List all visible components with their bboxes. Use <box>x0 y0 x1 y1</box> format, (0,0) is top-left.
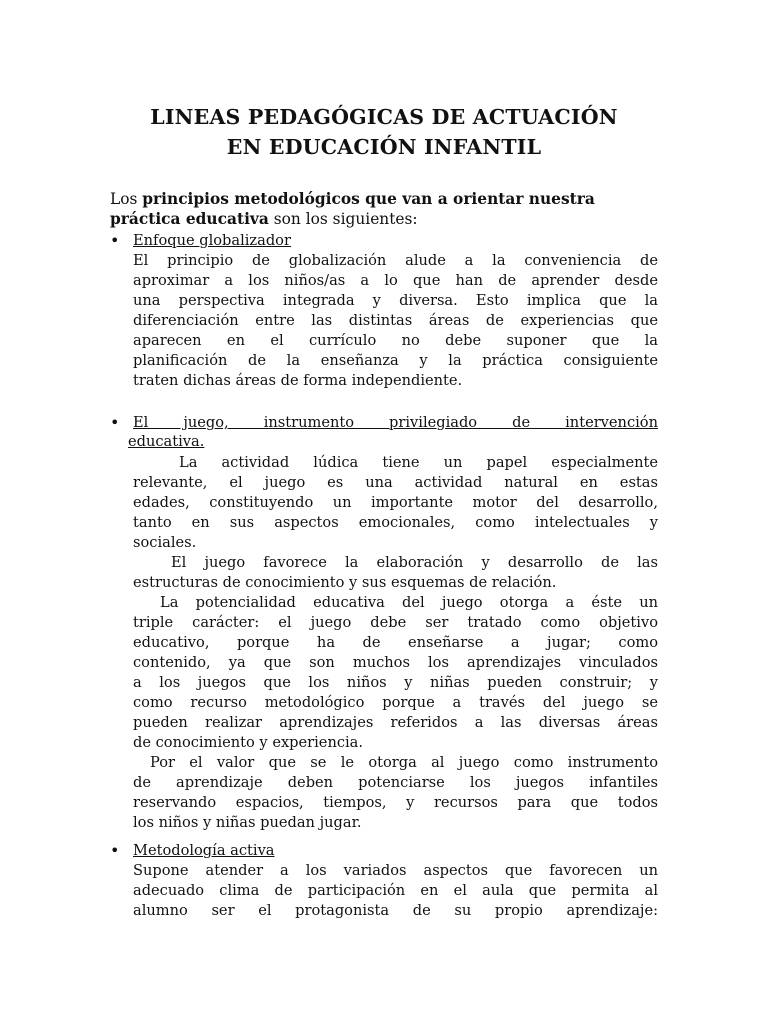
bullet-icon: • <box>110 231 120 250</box>
section-2-line: pueden realizar aprendizajes referidos a las diversas áreas <box>133 714 658 731</box>
bullet-icon: • <box>110 841 120 860</box>
section-2-line: sociales. <box>133 534 197 551</box>
section-heading-enfoque: Enfoque globalizador <box>133 232 291 249</box>
bullet-icon: • <box>110 413 120 432</box>
section-1-line: planificación de la enseñanza y la práctica consiguiente <box>133 352 658 369</box>
section-1-line: El principio de globalización alude a la conveniencia de <box>133 252 658 269</box>
section-2-line: de conocimiento y experiencia. <box>133 734 364 751</box>
section-1-line: traten dichas áreas de forma independiente. <box>133 372 463 389</box>
section-heading-metodologia: Metodología activa <box>133 842 275 859</box>
intro-paragraph <box>110 189 658 229</box>
section-2-line: El juego favorece la elaboración y desarrollo de las <box>171 554 658 571</box>
section-2-line: educativo, porque ha de enseñarse a jugar; como <box>133 634 658 651</box>
section-2-line: los niños y niñas puedan jugar. <box>133 814 362 831</box>
section-2-line: de aprendizaje deben potenciarse los juegos infantiles <box>133 774 658 791</box>
intro-bold-text: principios metodológicos que van a orientar nuestra práctica educativa <box>110 190 595 228</box>
section-2-line: reservando espacios, tiempos, y recursos para que todos <box>133 794 658 811</box>
section-1-line: una perspectiva integrada y diversa. Esto implica que la <box>133 292 658 309</box>
section-2-line: tanto en sus aspectos emocionales, como intelectuales y <box>133 514 658 531</box>
intro-text-end: son los siguientes: <box>268 210 418 228</box>
section-2-line: La potencialidad educativa del juego otorga a éste un <box>160 594 658 611</box>
section-2-line: La actividad lúdica tiene un papel especialmente <box>179 454 658 471</box>
section-1-line: aparecen en el currículo no debe suponer que la <box>133 332 658 349</box>
document-title-line-2: EN EDUCACIÓN INFANTIL <box>226 135 542 159</box>
section-2-line: a los juegos que los niños y niñas pueden construir; y <box>133 674 658 691</box>
section-heading-juego-cont: educativa. <box>128 433 205 450</box>
section-2-line: Por el valor que se le otorga al juego como instrumento <box>150 754 658 771</box>
section-3-line: alumno ser el protagonista de su propio aprendizaje: <box>133 902 658 919</box>
section-2-line: estructuras de conocimiento y sus esquemas de relación. <box>133 574 557 591</box>
section-1-line: diferenciación entre las distintas áreas de experiencias que <box>133 312 658 329</box>
section-2-line: como recurso metodológico porque a través del juego se <box>133 694 658 711</box>
section-3-line: adecuado clima de participación en el aula que permita al <box>133 882 658 899</box>
section-2-line: contenido, ya que son muchos los aprendizajes vinculados <box>133 654 658 671</box>
section-2-line: triple carácter: el juego debe ser tratado como objetivo <box>133 614 658 631</box>
section-3-line: Supone atender a los variados aspectos que favorecen un <box>133 862 658 879</box>
section-1-line: aproximar a los niños/as a lo que han de aprender desde <box>133 272 658 289</box>
section-2-line: relevante, el juego es una actividad natural en estas <box>133 474 658 491</box>
section-heading-juego: El juego, instrumento privilegiado de intervención <box>133 414 658 431</box>
section-2-line: edades, constituyendo un importante motor del desarrollo, <box>133 494 658 511</box>
intro-text-start: Los <box>110 190 143 208</box>
document-title-line-1: LINEAS PEDAGÓGICAS DE ACTUACIÓN <box>150 105 618 129</box>
